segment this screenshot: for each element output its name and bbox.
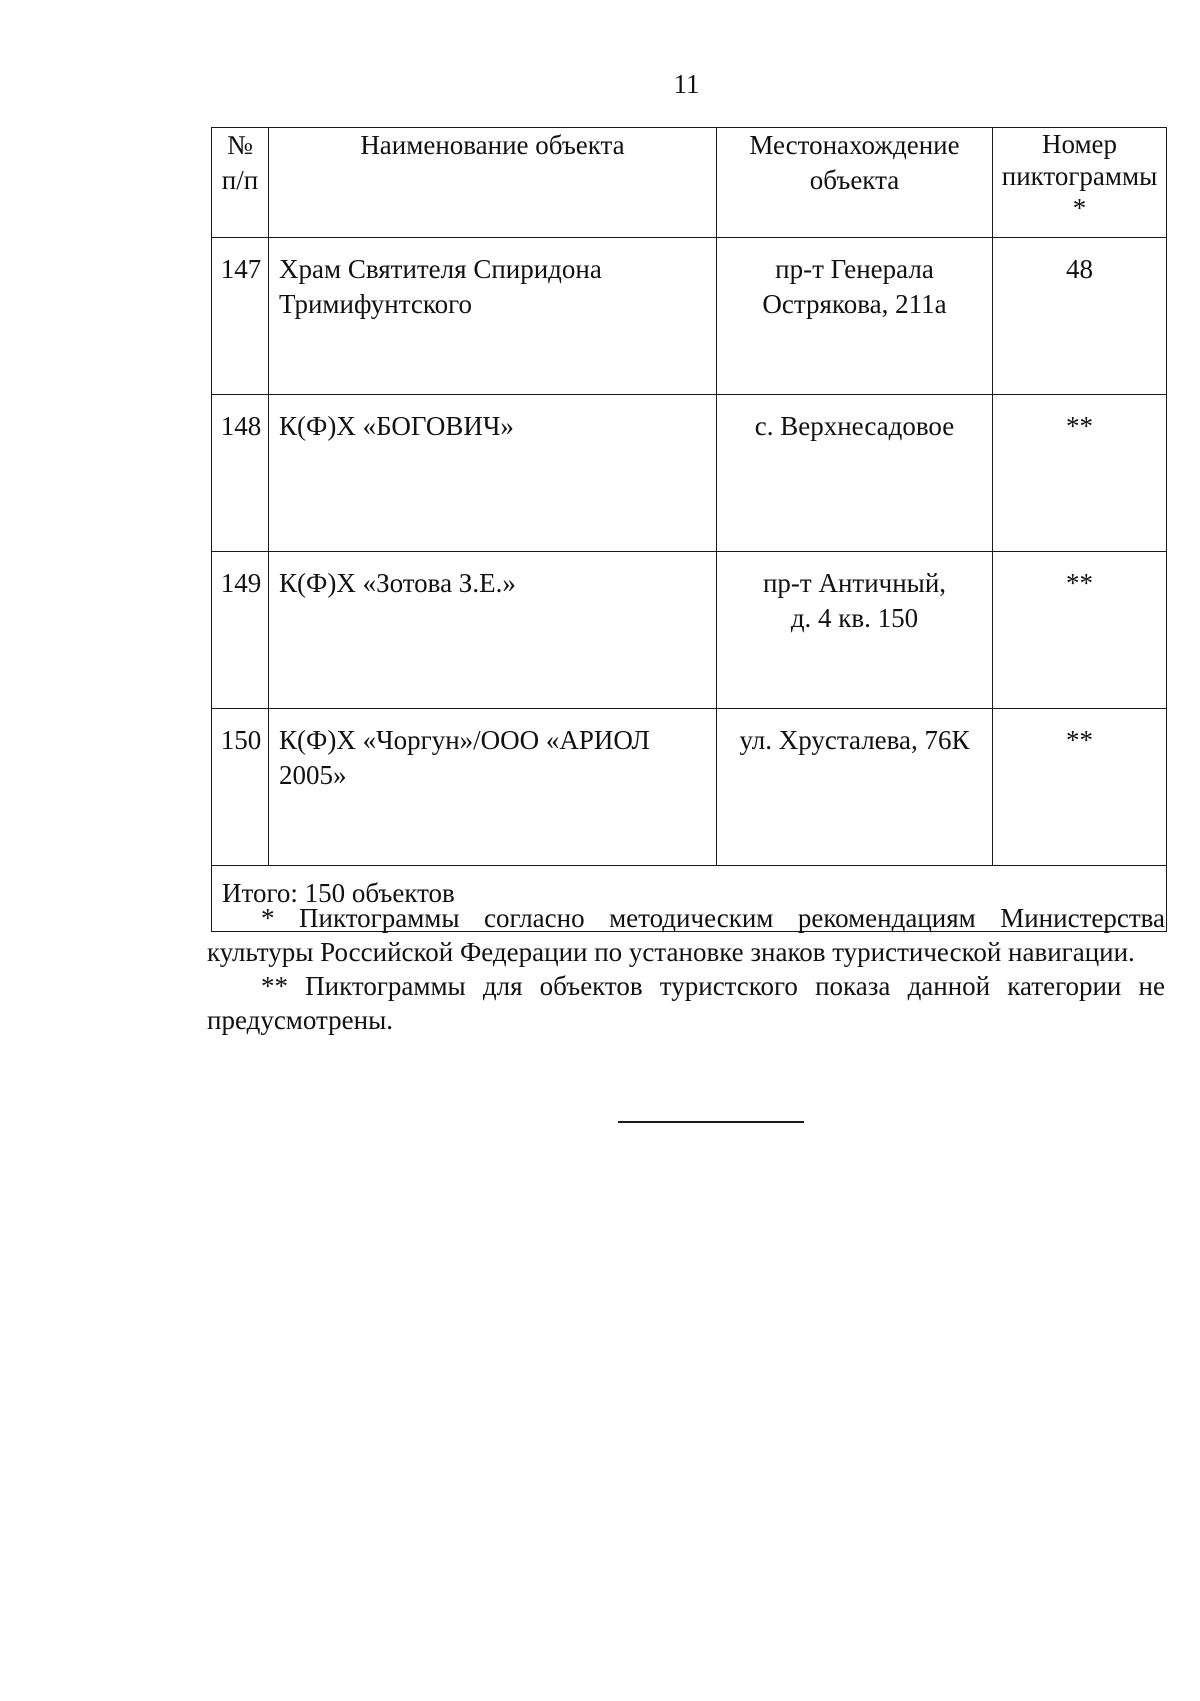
footnote-no-pictogram: ** Пиктограммы для объектов туристского показа данной категории не предусмотрены. bbox=[207, 971, 1165, 1035]
row-location-line1: пр-т Античный, bbox=[762, 568, 947, 598]
row-location-line2: Острякова, 211а bbox=[762, 289, 947, 319]
header-pictogram-line3: * bbox=[1072, 193, 1087, 223]
row-pictogram: 48 bbox=[993, 238, 1167, 395]
row-object-name-line1: К(Ф)Х «Чоргун»/ООО «АРИОЛ bbox=[279, 725, 650, 755]
row-location bbox=[717, 709, 993, 866]
row-location-line1: с. Верхнесадовое bbox=[754, 411, 955, 441]
header-object-name bbox=[269, 128, 717, 238]
row-location-line1: пр-т Генерала bbox=[775, 254, 934, 284]
row-location bbox=[717, 552, 993, 709]
footnote-pictogram-source: * Пиктограммы согласно методическим рекомендациям Министерства культуры Российской Федерации по установке знаков туристической навигации. bbox=[207, 903, 1165, 967]
header-location-line1: Местонахождение bbox=[749, 130, 960, 160]
row-number: 149 bbox=[212, 552, 269, 709]
row-object-name bbox=[269, 552, 717, 709]
row-object-name bbox=[269, 238, 717, 395]
table-header-row bbox=[212, 128, 1167, 238]
row-location bbox=[717, 395, 993, 552]
row-location bbox=[717, 238, 993, 395]
row-object-name-line2: Тримифунтского bbox=[279, 289, 472, 319]
table-row bbox=[212, 395, 1167, 552]
row-object-name-line1: К(Ф)Х «БОГОВИЧ» bbox=[279, 411, 514, 441]
end-divider bbox=[618, 1121, 804, 1123]
table-row bbox=[212, 552, 1167, 709]
row-object-name bbox=[269, 709, 717, 866]
total-count: Итого: 150 объектов bbox=[212, 866, 1167, 932]
row-object-name-line1: Храм Святителя Спиридона bbox=[279, 254, 602, 284]
header-number-line1: № bbox=[227, 130, 253, 160]
row-number: 150 bbox=[212, 709, 269, 866]
table-row bbox=[212, 238, 1167, 395]
row-number: 148 bbox=[212, 395, 269, 552]
header-object-name-text: Наименование объекта bbox=[360, 130, 625, 160]
row-object-name-line1: К(Ф)Х «Зотова З.Е.» bbox=[279, 568, 516, 598]
header-pictogram bbox=[993, 128, 1167, 238]
row-object-name-line2: 2005» bbox=[279, 760, 347, 790]
objects-table bbox=[211, 127, 1167, 932]
header-pictogram-line2: пиктограммы bbox=[1001, 161, 1158, 191]
header-location-line2: объекта bbox=[809, 165, 900, 195]
row-pictogram: ** bbox=[993, 709, 1167, 866]
header-pictogram-line1: Номер bbox=[1041, 129, 1118, 159]
footnotes bbox=[207, 901, 1165, 1037]
row-pictogram: ** bbox=[993, 395, 1167, 552]
row-object-name bbox=[269, 395, 717, 552]
header-number bbox=[212, 128, 269, 238]
row-number: 147 bbox=[212, 238, 269, 395]
page-number: 11 bbox=[673, 69, 700, 99]
header-location bbox=[717, 128, 993, 238]
row-location-line1: ул. Хрусталева, 76К bbox=[739, 725, 970, 755]
table-row bbox=[212, 709, 1167, 866]
row-location-line2: д. 4 кв. 150 bbox=[790, 603, 919, 633]
header-number-line2: п/п bbox=[221, 165, 259, 195]
row-pictogram: ** bbox=[993, 552, 1167, 709]
